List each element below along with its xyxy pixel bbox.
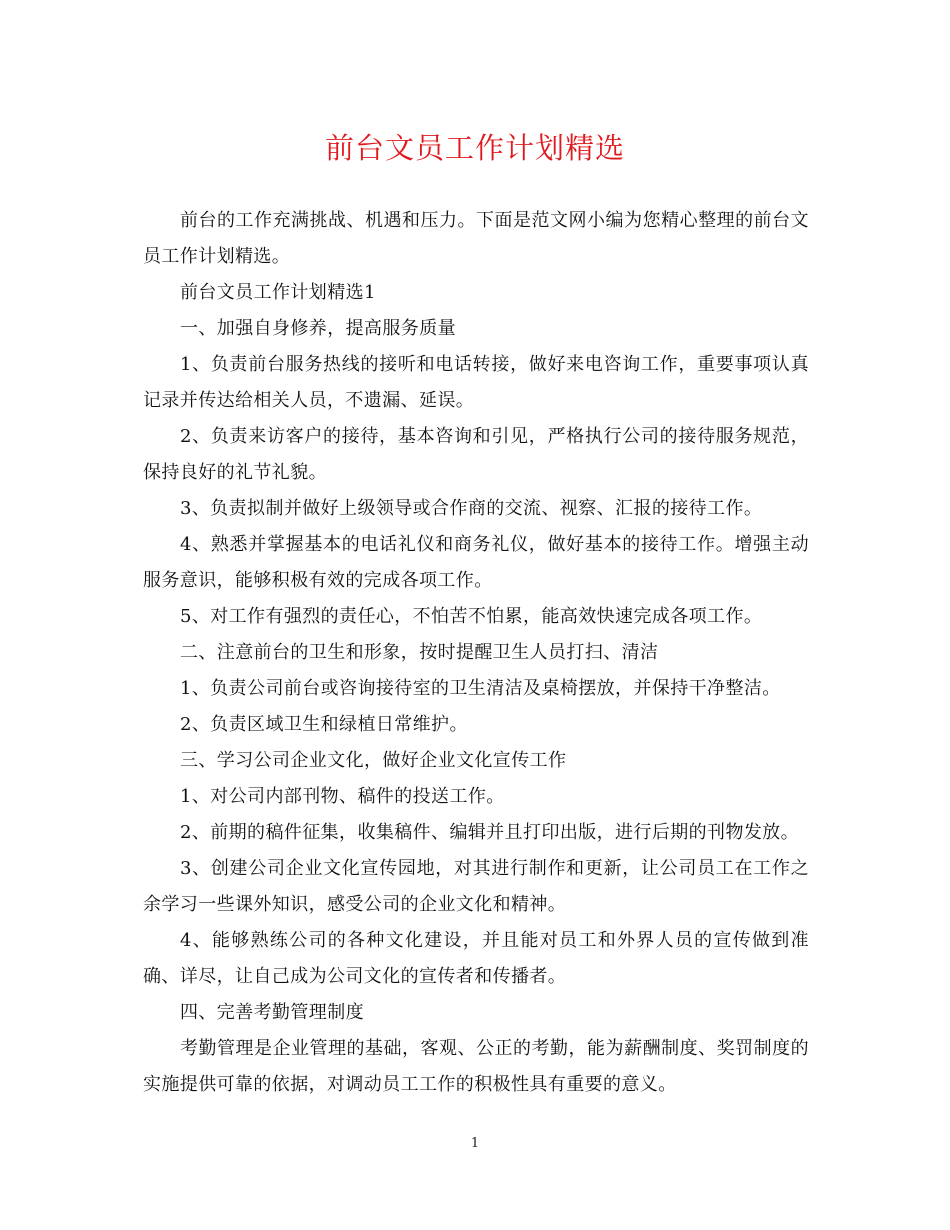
section-title: 前台文员工作计划精选1 bbox=[180, 282, 376, 303]
document-title: 前台文员工作计划精选 bbox=[324, 131, 625, 165]
heading-3: 三、学习公司企业文化，做好企业文化宣传工作 bbox=[180, 750, 567, 771]
list-item: 1、负责公司前台或咨询接待室的卫生清洁及桌椅摆放，并保持干净整洁。 bbox=[180, 678, 781, 699]
list-item: 2、负责区域卫生和绿植日常维护。 bbox=[180, 714, 468, 735]
list-item: 4、熟悉并掌握基本的电话礼仪和商务礼仪，做好基本的接待工作。增强主动服务意识，能够积极有效的完成各项工作。 bbox=[143, 534, 809, 591]
heading-2: 二、注意前台的卫生和形象，按时提醒卫生人员打扫、清洁 bbox=[180, 642, 659, 663]
list-item: 2、前期的稿件征集，收集稿件、编辑并且打印出版，进行后期的刊物发放。 bbox=[180, 822, 800, 843]
list-item: 5、对工作有强烈的责任心，不怕苦不怕累，能高效快速完成各项工作。 bbox=[180, 606, 763, 627]
body-paragraph: 考勤管理是企业管理的基础，客观、公正的考勤，能为薪酬制度、奖罚制度的实施提供可靠的依据，对调动员工工作的积极性具有重要的意义。 bbox=[143, 1038, 809, 1095]
list-item: 1、负责前台服务热线的接听和电话转接，做好来电咨询工作，重要事项认真记录并传达给相关人员，不遗漏、延误。 bbox=[143, 354, 809, 411]
page-number: 1 bbox=[470, 1136, 480, 1151]
list-item: 4、能够熟练公司的各种文化建设，并且能对员工和外界人员的宣传做到准确、详尽，让自己成为公司文化的宣传者和传播者。 bbox=[143, 930, 809, 987]
intro-paragraph: 前台的工作充满挑战、机遇和压力。下面是范文网小编为您精心整理的前台文员工作计划精选。 bbox=[143, 210, 809, 267]
list-item: 3、负责拟制并做好上级领导或合作商的交流、视察、汇报的接待工作。 bbox=[180, 498, 763, 519]
list-item: 1、对公司内部刊物、稿件的投送工作。 bbox=[180, 786, 505, 807]
list-item: 3、创建公司企业文化宣传园地，对其进行制作和更新，让公司员工在工作之余学习一些课外知识，感受公司的企业文化和精神。 bbox=[143, 858, 809, 915]
document-body bbox=[143, 203, 809, 1103]
heading-1: 一、加强自身修养，提高服务质量 bbox=[180, 318, 456, 339]
heading-4: 四、完善考勤管理制度 bbox=[180, 1002, 364, 1023]
list-item: 2、负责来访客户的接待，基本咨询和引见，严格执行公司的接待服务规范，保持良好的礼节礼貌。 bbox=[143, 426, 809, 483]
